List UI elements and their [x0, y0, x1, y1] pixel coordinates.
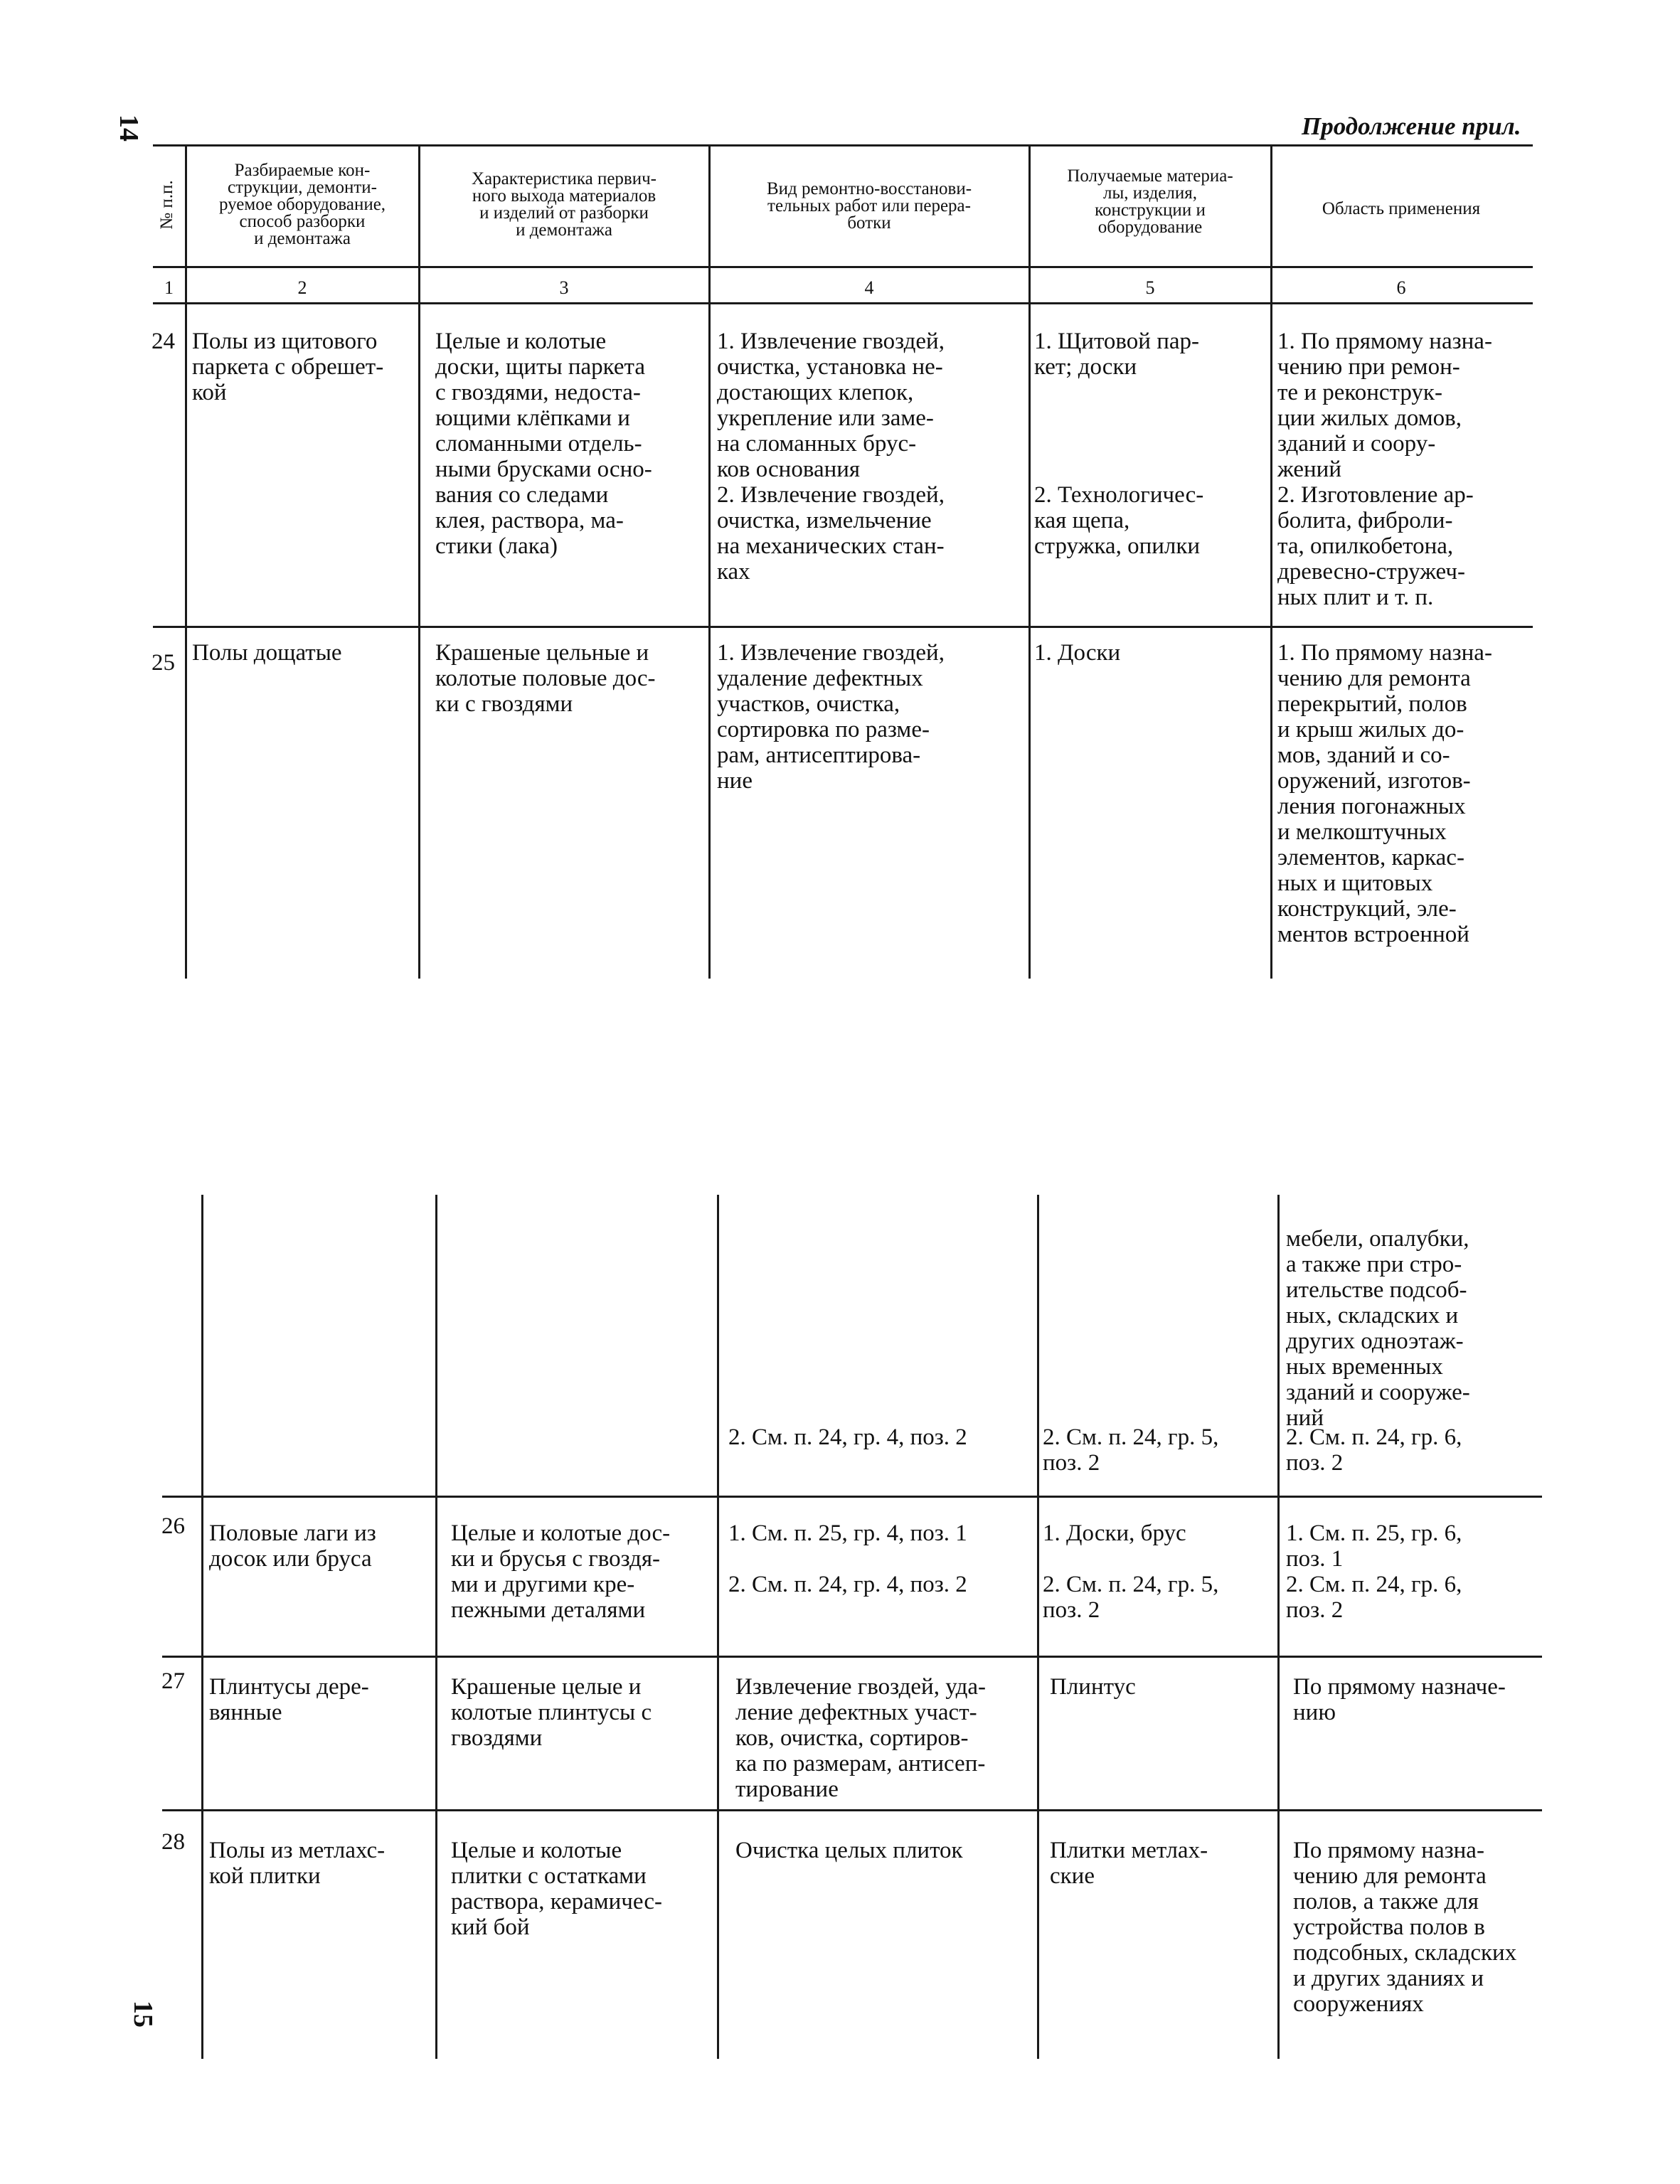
column-number: 5 — [1145, 277, 1155, 298]
cell-products: 1. Щитовой пар- кет; доски 2. Технологичес- кая щепа, стружка, опилки — [1034, 329, 1204, 559]
cell-works: 1. Извлечение гвоздей, удаление дефектных участков, очистка, сортировка по разме- рам, антисептирова- ние — [717, 640, 945, 794]
cell-application-continued: мебели, опалубки, а также при стро- ительстве подсоб- ных, складских и других одноэтаж- ных временных зданий и сооруже- ний — [1286, 1226, 1470, 1431]
cell-application: По прямому назначе- нию — [1293, 1674, 1506, 1725]
rule-colnum-bottom — [153, 302, 1533, 304]
row-number: 28 — [161, 1829, 185, 1855]
cell-works: Извлечение гвоздей, уда- ление дефектных участ- ков, очистка, сортиров- ка по размерам, антисеп- тирование — [735, 1674, 987, 1802]
cell-application: 2. См. п. 24, гр. 6, поз. 2 — [1286, 1424, 1462, 1476]
page-number-right: 15 — [128, 2001, 158, 2028]
cell-material: Целые и колотые доски, щиты паркета с гвоздями, недоста- ющими клёпками и сломанными отдель- ными брусками осно- вания со следами клея, раствора, ма- стики (лака) — [435, 329, 652, 559]
cell-products: 1. Доски — [1034, 640, 1121, 666]
col-divider — [708, 147, 711, 979]
cell-works: Очистка целых плиток — [735, 1838, 963, 1863]
col-divider — [418, 147, 420, 979]
col-divider — [1277, 1195, 1280, 2059]
cell-material: Целые и колотые плитки с остатками раствора, керамичес- кий бой — [451, 1838, 662, 1940]
col-divider — [1037, 1195, 1039, 2059]
row-number: 26 — [161, 1513, 185, 1539]
cell-structure: Половые лаги из досок или бруса — [209, 1520, 376, 1572]
rule-header-bottom — [153, 266, 1533, 268]
cell-application: 1. См. п. 25, гр. 6, поз. 1 2. См. п. 24, гр. 6, поз. 2 — [1286, 1520, 1462, 1623]
cell-works: 2. См. п. 24, гр. 4, поз. 2 — [728, 1424, 967, 1450]
cell-application: По прямому назна- чению для ремонта полов, а также для устройства полов в подсобных, складских и других зданиях и сооружениях — [1293, 1838, 1517, 2017]
rule-row25-bottom — [162, 1496, 1542, 1498]
running-head: Продолжение прил. — [1302, 112, 1521, 140]
row-number: 27 — [161, 1668, 185, 1694]
rule-row26-bottom — [162, 1656, 1542, 1658]
col-divider — [435, 1195, 437, 2059]
row-number: 25 — [151, 650, 175, 676]
col-divider — [185, 147, 187, 979]
header-col6: Область применения — [1322, 199, 1481, 218]
cell-structure: Полы из метлахс- кой плитки — [209, 1838, 386, 1889]
cell-works: 1. Извлечение гвоздей, очистка, установка не- достающих клепок, укрепление или заме- на сломанных брус- ков основания 2. Извлечение гвоздей, очистка, измельчение на механических стан- ках — [717, 329, 945, 585]
header-col5: Получаемые материа- лы, изделия, конструкции и оборудование — [1067, 166, 1233, 237]
cell-products: 2. См. п. 24, гр. 5, поз. 2 — [1043, 1424, 1219, 1476]
cell-application: 1. По прямому назна- чению для ремонта перекрытий, полов и крыш жилых до- мов, зданий и со- оружений, изготов- ления погонажных и мелкоштучных элементов, каркас- ных и щитовых конструкций, эле- ментов встроенной — [1277, 640, 1492, 947]
cell-structure: Плинтусы дере- вянные — [209, 1674, 369, 1725]
col-divider — [1028, 147, 1031, 979]
header-col1 — [153, 147, 185, 266]
cell-products: Плитки метлах- ские — [1050, 1838, 1208, 1889]
page-number-left: 14 — [114, 114, 144, 142]
column-number: 2 — [297, 277, 307, 298]
column-number: 6 — [1396, 277, 1406, 298]
rule-top — [153, 144, 1533, 147]
cell-material: Крашеные цельные и колотые половые дос- ки с гвоздями — [435, 640, 656, 717]
rule-row24-bottom — [153, 626, 1533, 628]
col-divider — [1270, 147, 1272, 979]
row-number: 24 — [151, 329, 175, 354]
rule-row27-bottom — [162, 1809, 1542, 1811]
cell-products: 1. Доски, брус 2. См. п. 24, гр. 5, поз. 2 — [1043, 1520, 1219, 1623]
cell-works: 1. См. п. 25, гр. 4, поз. 1 2. См. п. 24, гр. 4, поз. 2 — [728, 1520, 967, 1597]
cell-structure: Полы дощатые — [192, 640, 342, 666]
header-col4: Вид ремонтно-восстанови- тельных работ или перера- ботки — [766, 179, 972, 233]
cell-material: Целые и колотые дос- ки и брусья с гвоздя- ми и другими кре- пежными деталями — [451, 1520, 671, 1623]
column-number: 4 — [864, 277, 874, 298]
cell-material: Крашеные целые и колотые плинтусы с гвоздями — [451, 1674, 652, 1751]
column-number: 1 — [164, 277, 174, 298]
col-divider — [201, 1195, 203, 2059]
col-divider — [717, 1195, 719, 2059]
column-number: 3 — [559, 277, 569, 298]
header-num-label: № п.п. — [157, 180, 176, 230]
cell-structure: Полы из щитового паркета с обрешет- кой — [192, 329, 384, 405]
cell-application: 1. По прямому назна- чению при ремон- те и реконструк- ции жилых домов, зданий и соору- жений 2. Изготовление ар- болита, фиброли- та, опилкобетона, древесно-стружеч- ных плит и т. п. — [1277, 329, 1492, 610]
header-col3: Характеристика первич- ного выхода материалов и изделий от разборки и демонтажа — [471, 169, 657, 240]
header-col2: Разбираемые кон- струкции, демонти- руемое оборудование, способ разборки и демонтажа — [218, 161, 386, 248]
cell-products: Плинтус — [1050, 1674, 1136, 1700]
